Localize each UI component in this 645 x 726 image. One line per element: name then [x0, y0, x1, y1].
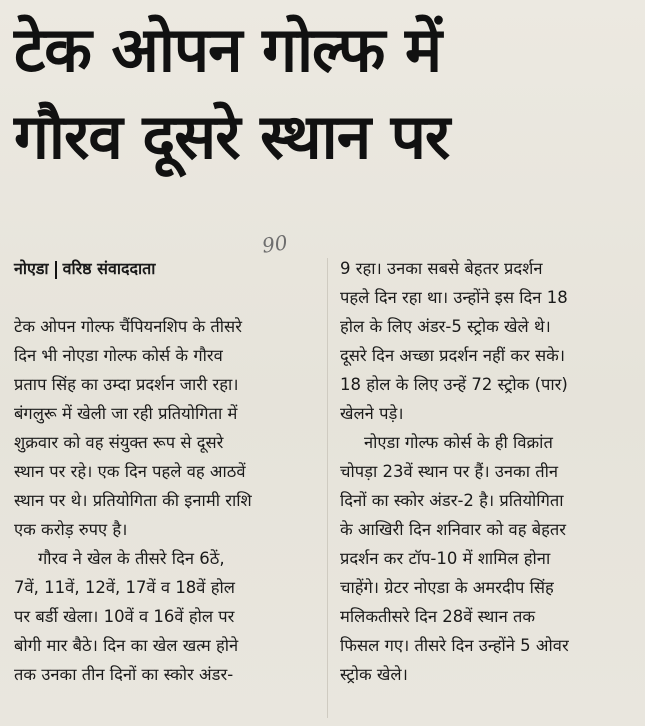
dateline-separator — [55, 261, 57, 279]
text-line: स्थान पर थे। प्रतियोगिता की इनामी राशि — [14, 491, 252, 510]
text-line: गौरव ने खेल के तीसरे दिन 6ठें, — [38, 549, 225, 568]
text-line: प्रताप सिंह का उम्दा प्रदर्शन जारी रहा। — [14, 375, 239, 394]
text-line: चोपड़ा 23वें स्थान पर हैं। उनका तीन — [340, 462, 559, 481]
paragraph-3 — [340, 428, 634, 689]
paragraph-1 — [14, 312, 314, 544]
article-column-left — [14, 254, 314, 689]
text-line: 18 होल के लिए उन्हें 72 स्ट्रोक (पार) — [340, 375, 568, 394]
text-line: पहले दिन रहा था। उन्होंने इस दिन 18 — [340, 288, 568, 307]
text-line: के आखिरी दिन शनिवार को वह बेहतर — [340, 520, 567, 539]
text-line: नोएडा गोल्फ कोर्स के ही विक्रांत — [364, 433, 553, 452]
text-line: खेलने पड़े। — [340, 404, 404, 423]
text-line: स्ट्रोक खेले। — [340, 665, 408, 684]
text-line: एक करोड़ रुपए है। — [14, 520, 128, 539]
text-line: शुक्रवार को वह संयुक्त रूप से दूसरे — [14, 433, 224, 452]
dateline-byline: वरिष्ठ संवाददाता — [62, 259, 156, 278]
text-line: प्रदर्शन कर टॉप-10 में शामिल होना — [340, 549, 551, 568]
text-line: बोगी मार बैठे। दिन का खेल खत्म होने — [14, 636, 239, 655]
text-line: होल के लिए अंडर-5 स्ट्रोक खेले थे। — [340, 317, 551, 336]
text-line: बंगलुरू में खेली जा रही प्रतियोगिता में — [14, 404, 238, 423]
text-line: फिसल गए। तीसरे दिन उन्होंने 5 ओवर — [340, 636, 569, 655]
paragraph-2 — [14, 544, 314, 689]
paragraph-2-continued — [340, 254, 634, 428]
column-divider — [327, 258, 328, 718]
headline — [14, 8, 614, 182]
article-column-right — [340, 254, 634, 689]
text-line: 7वें, 11वें, 12वें, 17वें व 18वें होल — [14, 578, 235, 597]
text-line: चाहेंगे। ग्रेटर नोएडा के अमरदीप सिंह — [340, 578, 554, 597]
text-line: दूसरे दिन अच्छा प्रदर्शन नहीं कर सके। — [340, 346, 566, 365]
headline-line-2: गौरव दूसरे स्थान पर — [14, 100, 450, 173]
text-line: पर बर्डी खेला। 10वें व 16वें होल पर — [14, 607, 235, 626]
text-line: 9 रहा। उनका सबसे बेहतर प्रदर्शन — [340, 259, 543, 278]
text-line: टेक ओपन गोल्फ चैंपियनशिप के तीसरे — [14, 317, 242, 336]
headline-line-1: टेक ओपन गोल्फ में — [14, 13, 442, 86]
text-line: स्थान पर रहे। एक दिन पहले वह आठवें — [14, 462, 246, 481]
text-line: मलिकतीसरे दिन 28वें स्थान तक — [340, 607, 536, 626]
text-line: दिनों का स्कोर अंडर-2 है। प्रतियोगिता — [340, 491, 564, 510]
text-line: तक उनका तीन दिनों का स्कोर अंडर- — [14, 665, 234, 684]
dateline — [14, 254, 314, 284]
text-line: दिन भी नोएडा गोल्फ कोर्स के गौरव — [14, 346, 223, 365]
dateline-place: नोएडा — [14, 259, 49, 278]
handwritten-note: 90 — [260, 230, 289, 258]
